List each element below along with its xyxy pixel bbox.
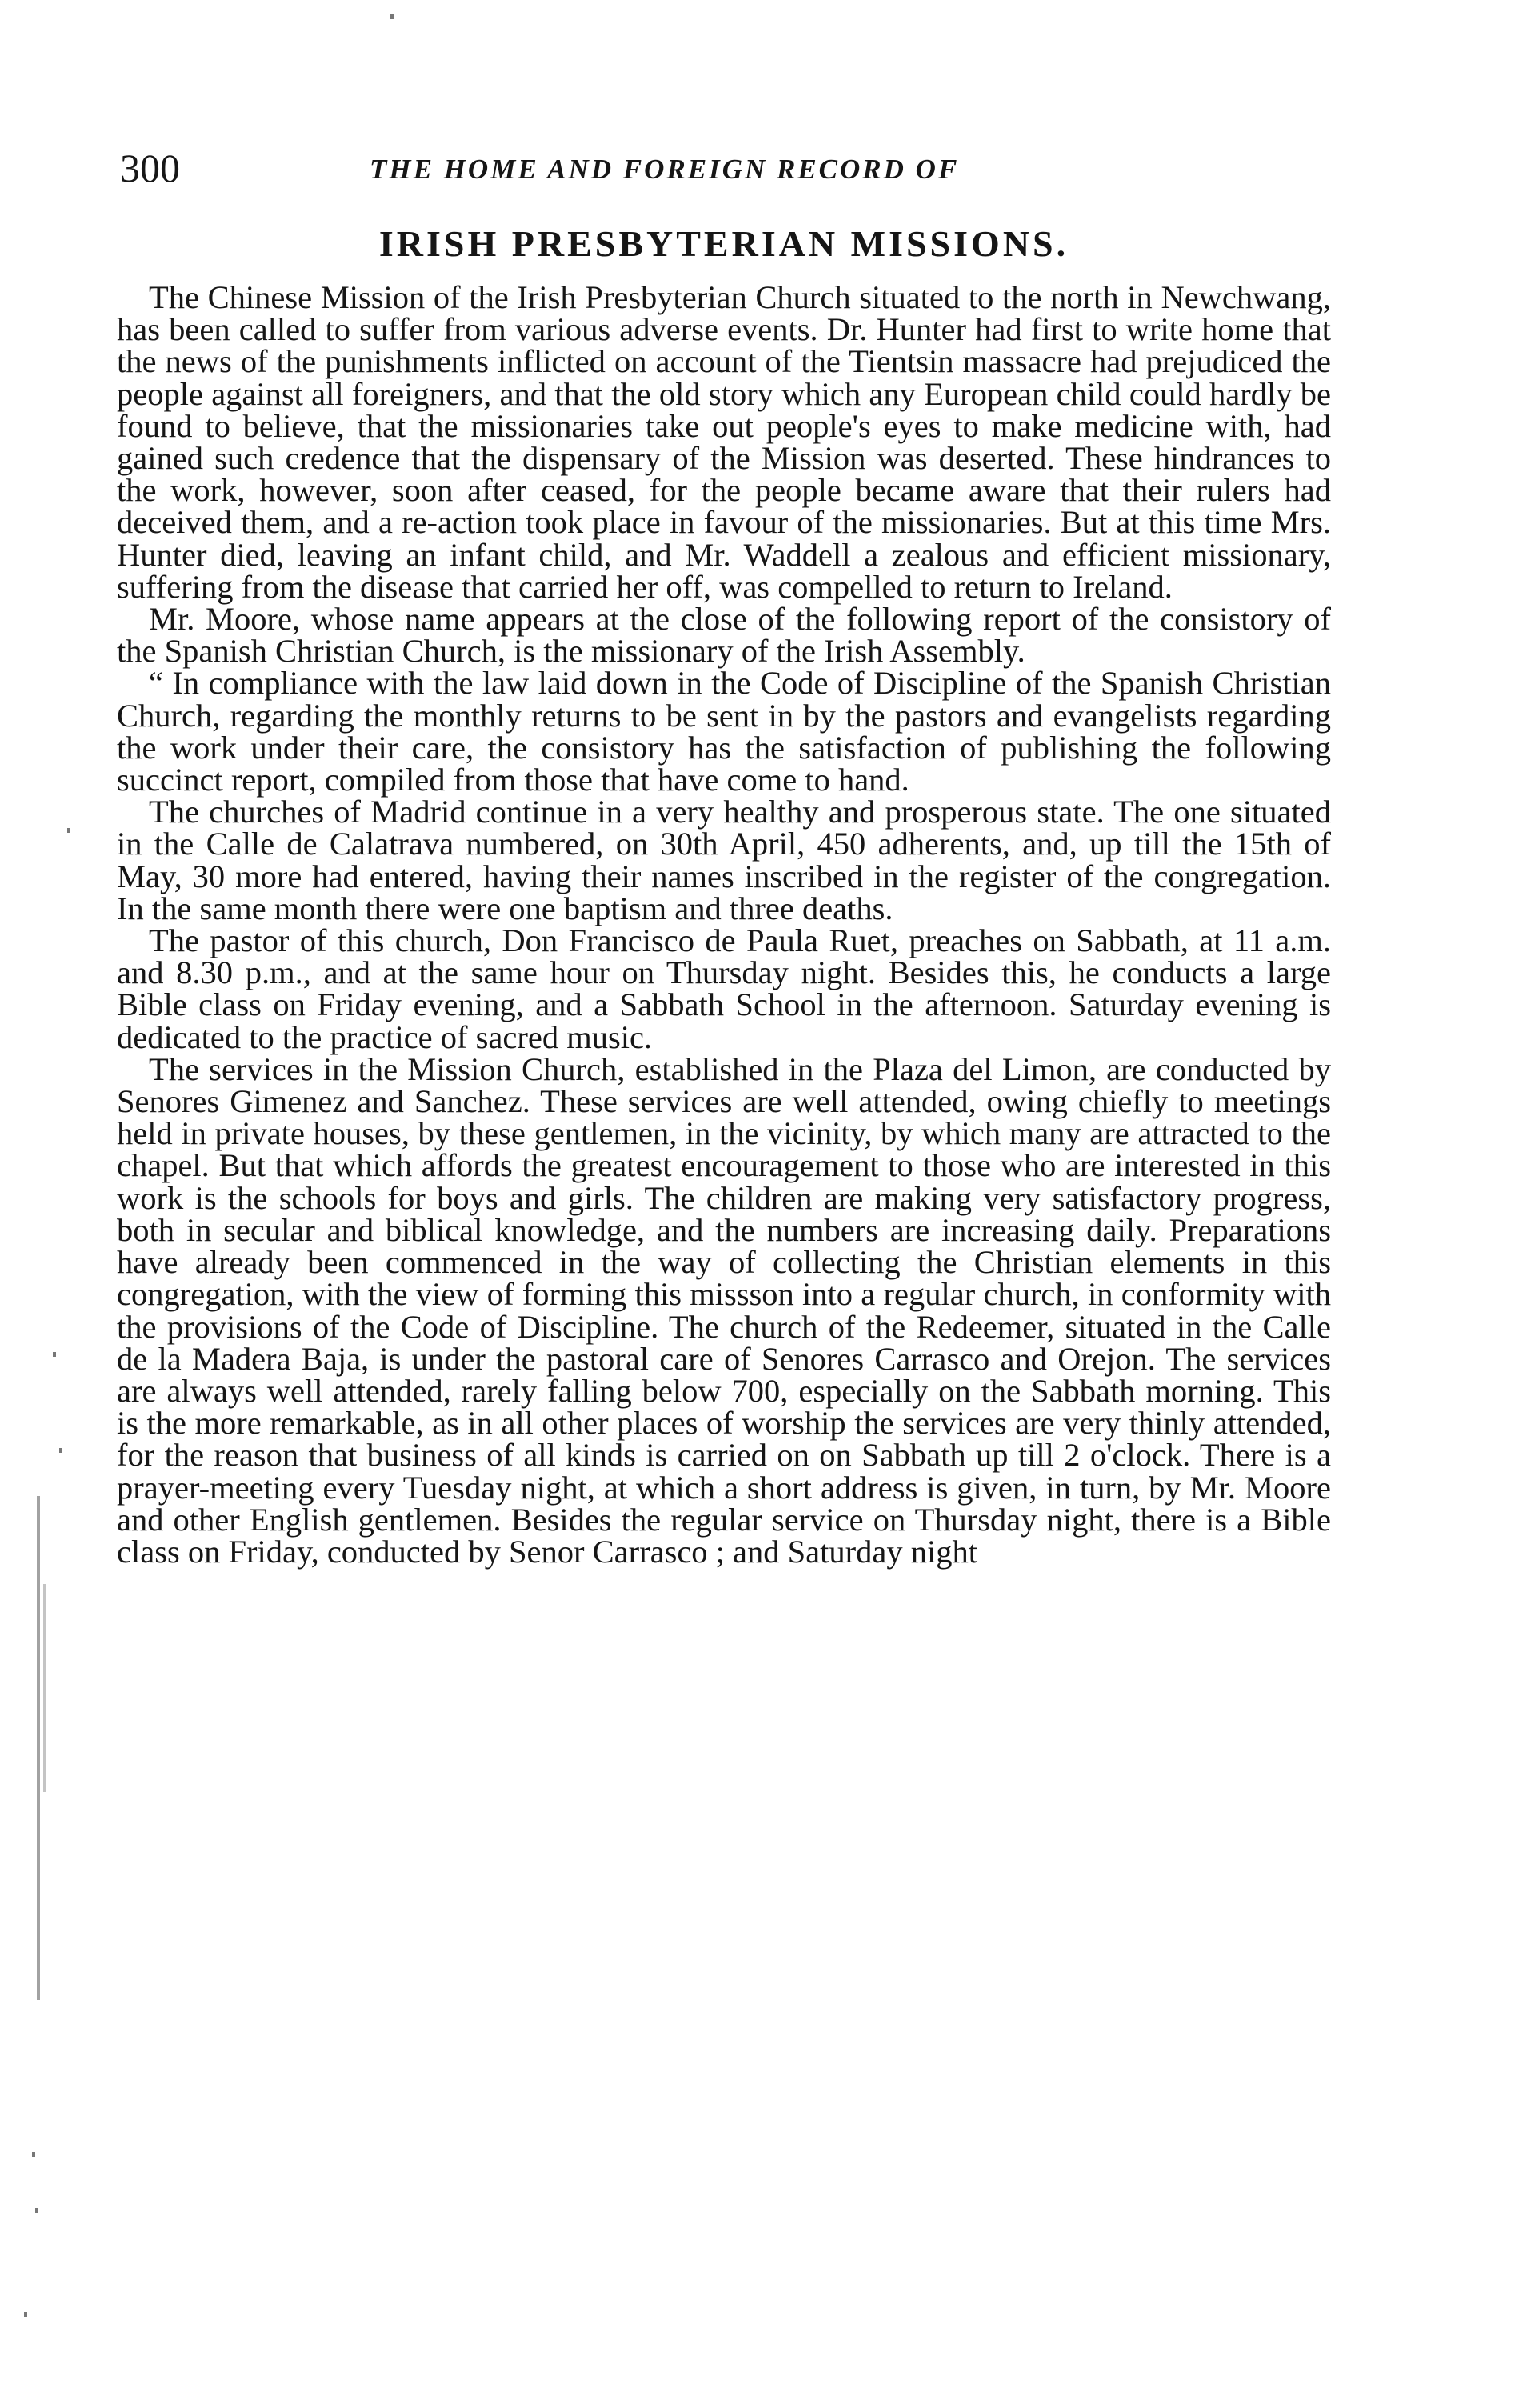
paragraph-consistory-report: “ In compliance with the law laid down in the Code of Discipline of the Spanish Christian Church, regarding the monthly returns to be sent in by the pastors and evangelists regarding the work under their care, the consistory has the satisfaction of publishing the following succinct report, compiled from those that have come to hand. [117, 665, 1331, 798]
page-number: 300 [120, 146, 180, 190]
paragraph-mr-moore: Mr. Moore, whose name appears at the close of the following report of the consistory of the Spanish Christian Church, is the missionary of the Irish Assembly. [117, 601, 1331, 670]
article-body [117, 279, 1331, 1570]
paragraph-madrid-churches: The churches of Madrid continue in a very healthy and prosperous state. The one situated in the Calle de Calatrava numbered, on 30th April, 450 adherents, and, up till the 15th of May, 30 more had entered, having their names inscribed in the register of the congregation. In the same month there were one baptism and three deaths. [117, 794, 1331, 926]
scan-fleck [67, 828, 70, 833]
scan-margin-mark [43, 1584, 46, 1792]
scan-fleck [35, 2208, 38, 2213]
article-title: IRISH PRESBYTERIAN MISSIONS. [378, 223, 1069, 264]
running-head [120, 142, 1328, 194]
paragraph-pastor-ruet: The pastor of this church, Don Francisco de Paula Ruet, preaches on Sabbath, at 11 a.m. and 8.30 p.m., and at the same hour on Thursday night. Besides this, he conducts a large Bible class on Friday evening, and a Sabbath School in the afternoon. Saturday evening is dedicated to the practice of sacred music. [117, 922, 1331, 1055]
scan-fleck [390, 14, 394, 19]
scan-fleck [24, 2312, 27, 2317]
scan-fleck [59, 1448, 62, 1453]
scan-fleck [53, 1352, 56, 1357]
scan-margin-mark [37, 1496, 40, 2000]
paragraph-chinese-mission: The Chinese Mission of the Irish Presbyterian Church situated to the north in Newchwang, has been called to suffer from various adverse events. Dr. Hunter had first to write home that the news of the punishments inflicted on account of the Tientsin massacre had prejudiced the people against all foreigners, and that the old story which any European child could hardly be found to believe, that the missionaries take out people's eyes to make medicine with, had gained such credence that the dispensary of the Mission was deserted. These hindrances to the work, however, soon after ceased, for the people became aware that their rulers had deceived them, and a re-action took place in favour of the missionaries. But at this time Mrs. Hunter died, leaving an infant child, and Mr. Waddell a zealous and efficient missionary, suffering from the disease that carried her off, was compelled to return to Ireland. [117, 279, 1331, 605]
scan-fleck [32, 2152, 35, 2157]
paragraph-mission-church: The services in the Mission Church, established in the Plaza del Limon, are conducted by Senores Gimenez and Sanchez. These services are well attended, owing chiefly to meetings held in private houses, by these gentlemen, in the vicinity, by which many are attracted to the chapel. But that which affords the greatest encouragement to those who are interested in this work is the schools for boys and girls. The children are making very satisfactory progress, both in secular and biblical knowledge, and the numbers are increasing daily. Preparations have already been commenced in the way of collecting the Christian elements in this congregation, with the view of forming this missson into a regular church, in conformity with the provisions of the Code of Discipline. The church of the Redeemer, situated in the Calle de la Madera Baja, is under the pastoral care of Senores Carrasco and Orejon. The services are always well attended, rarely falling below 700, especially on the Sabbath morning. This is the more remarkable, as in all other places of worship the services are very thinly attended, for the reason that business of all kinds is carried on on Sabbath up till 2 o'clock. There is a prayer-meeting every Tuesday night, at which a short address is given, in turn, by Mr. Moore and other English gentlemen. Besides the regular service on Thursday night, there is a Bible class on Friday, conducted by Senor Carrasco ; and Saturday night [117, 1050, 1331, 1570]
running-title: THE HOME AND FOREIGN RECORD OF [370, 154, 960, 185]
